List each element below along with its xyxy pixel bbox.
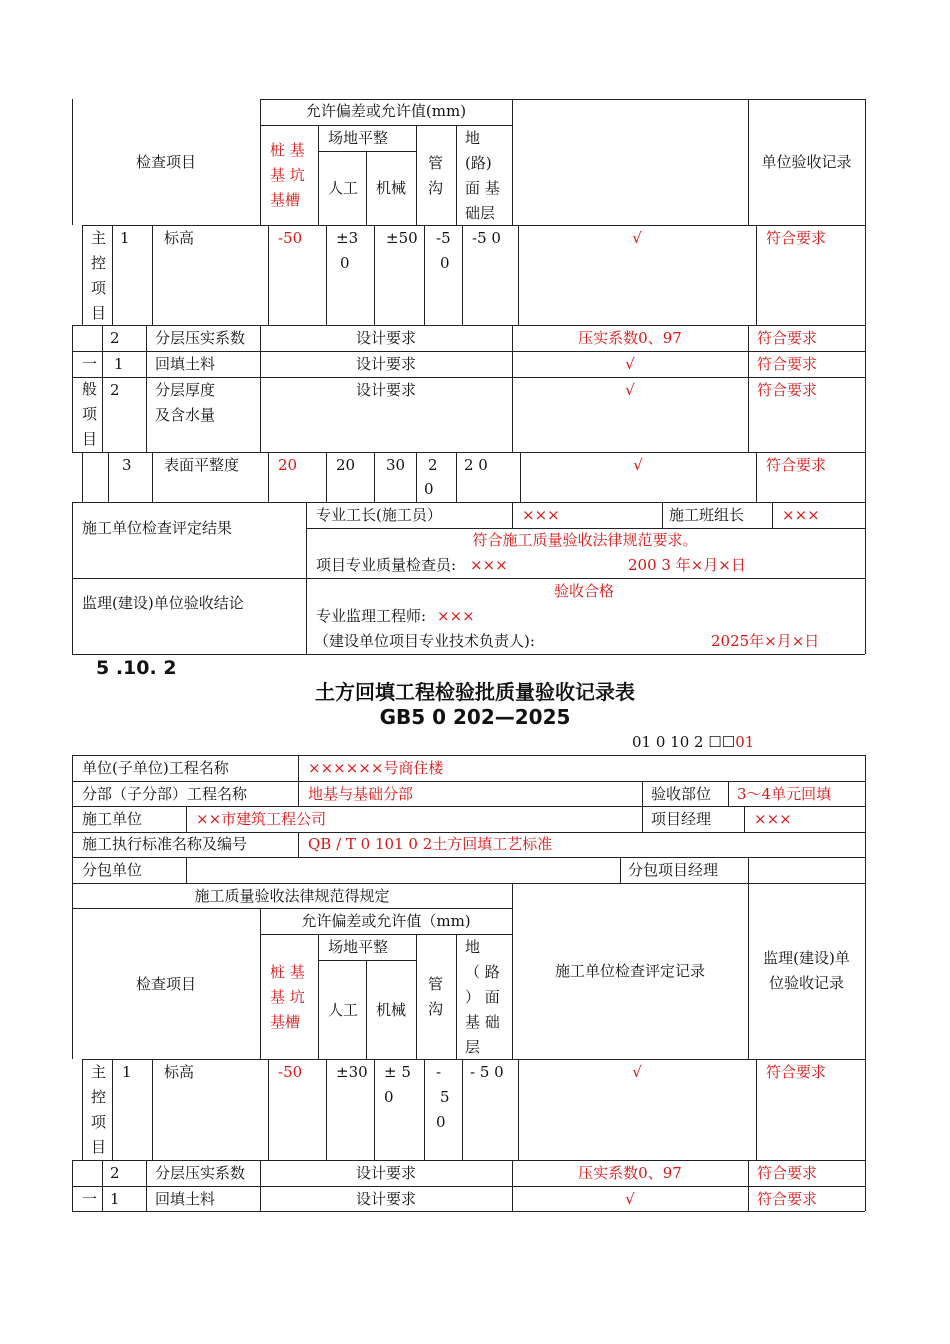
b-col-manual: 人工 [328,1001,359,1019]
col-road-3: 面 基 [465,179,500,197]
b-col-site: 场地平整 [328,938,389,956]
row1-road: -5 0 [472,229,501,247]
main-label-2: 控 [91,254,107,272]
b-main-label-3: 项 [91,1113,107,1131]
b-col-pipe-2: 沟 [428,1000,444,1018]
col-road-1: 地 [465,129,481,147]
team-leader-value: ××× [782,506,820,524]
g1-check: √ [625,355,635,373]
g1-result: 符合要求 [757,355,818,373]
allow-header: 允许偏差或允许值(mm) [305,102,467,120]
col-unit-record: 单位验收记录 [761,153,852,171]
constructor-label: 施工单位 [82,810,143,828]
b-col-pile-2: 基 坑 [270,988,305,1006]
b-col-road-5: 层 [465,1038,481,1056]
constructor-result-label: 施工单位检查评定结果 [82,519,233,537]
b-main-label-2: 控 [91,1088,107,1106]
b-g1-req: 设计要求 [355,1190,416,1208]
g3-check: √ [633,456,643,474]
row1-machine: ±50 [386,229,418,247]
g2-req: 设计要求 [355,381,416,399]
col-road-4: 础层 [465,204,496,222]
b-col-road-2: （ 路 [465,963,500,981]
b-g1-check: √ [625,1190,635,1208]
col-manual: 人工 [328,179,359,197]
col-road-2: (路) [465,154,492,172]
b-allow-header: 允许偏差或允许值（mm) [301,912,471,930]
b-row1-result: 符合要求 [766,1063,827,1081]
supervisor-value: ××× [437,607,475,625]
inspector-label: 项目专业质量检查员: [316,556,457,574]
form-title: 土方回填工程检验批质量验收记录表 [315,680,635,704]
g1-no: 1 [114,355,124,373]
std-value: QB / T 0 101 0 2土方回填工艺标准 [308,835,553,853]
col-machine: 机械 [376,179,407,197]
b-row2-name: 分层压实系数 [155,1164,246,1182]
form-code [632,730,754,755]
general-label-4: 目 [82,430,98,448]
row1-result: 符合要求 [766,229,827,247]
general-label-2: 般 [82,380,98,398]
col-pile-3: 基槽 [270,191,301,209]
main-label-3: 项 [91,279,107,297]
col-pile-2: 基 坑 [270,166,305,184]
row1-no: 1 [120,229,130,247]
g2-no: 2 [110,381,120,399]
row2-name: 分层压实系数 [155,329,246,347]
col-pipe-1: 管 [428,154,444,172]
g3-name: 表面平整度 [164,456,240,474]
b-row2-result: 符合要求 [757,1164,818,1182]
std-label: 施工执行标准名称及编号 [82,835,248,853]
b-col-road-3: ） 面 [465,988,500,1006]
row2-req: 设计要求 [355,329,416,347]
inspector-date: 200 3 年×月×日 [628,556,746,574]
g3-pile: 20 [278,456,298,474]
form-code-suffix: 01 [735,733,755,751]
b-row1-no: 1 [122,1063,132,1081]
b-row1-manual: ±30 [336,1063,368,1081]
b-col-pipe-1: 管 [428,975,444,993]
g3-no: 3 [122,456,132,474]
sub-unit-label: 分包单位 [82,861,143,879]
g3-machine: 30 [386,456,406,474]
row1-pipe-2: 0 [440,254,450,272]
main-label-1: 主 [91,229,107,247]
team-leader-label: 施工班组长 [669,506,745,524]
foreman-value: ××× [522,506,560,524]
b-g1-name: 回填土料 [155,1190,216,1208]
b-row2-no: 2 [110,1164,120,1182]
sub-pm-label: 分包项目经理 [628,861,719,879]
unit-name-value: ××××××号商住楼 [308,759,444,777]
subdivision-label: 分部（子分部）工程名称 [82,785,248,803]
owner-tech-label: （建设单位项目专业技术负责人): [314,632,535,650]
g1-name: 回填土料 [155,355,216,373]
b-main-label-4: 目 [91,1138,107,1156]
g3-manual: 20 [336,456,356,474]
row2-result: 符合要求 [757,329,818,347]
b-g1-no: 1 [110,1190,120,1208]
general-label-3: 项 [82,405,98,423]
constructor-value: ××市建筑工程公司 [196,810,327,828]
row1-manual-2: 0 [340,254,350,272]
row1-manual-1: ±3 [336,229,359,247]
g3-pipe-1: 2 [428,456,438,474]
b-row1-pile: -50 [278,1063,303,1081]
g1-req: 设计要求 [355,355,416,373]
g2-name-2: 及含水量 [155,406,216,424]
supervisor-label: 专业监理工程师: [316,607,427,625]
row1-pipe-1: -5 [436,229,451,247]
foreman-label: 专业工长(施工员） [316,506,442,524]
accept-part-value: 3～4单元回填 [737,785,832,803]
row2-no: 2 [110,329,120,347]
b-col-road-1: 地 [465,938,481,956]
unit-name-label: 单位(子单位)工程名称 [82,759,229,777]
b-main-label-1: 主 [91,1063,107,1081]
col-site: 场地平整 [328,129,389,147]
check-item-header: 检查项目 [135,153,196,171]
supervision-label: 监理(建设)单位验收结论 [82,594,244,612]
b-row1-check: √ [632,1063,642,1081]
subdivision-value: 地基与基础分部 [308,785,414,803]
form-standard: GB5 0 202—2025 [379,705,571,729]
supervision-date: 2025年×月×日 [711,632,820,650]
g3-result: 符合要求 [766,456,827,474]
constructor-conclusion: 符合施工质量验收法律规范要求。 [472,531,698,549]
b-col-pile-1: 桩 基 [270,963,305,981]
col-constructor-record: 施工单位检查评定记录 [554,962,705,980]
b-col-pile-3: 基槽 [270,1013,301,1031]
row1-name: 标高 [164,229,195,247]
row2-record: 压实系数0、97 [578,329,682,347]
b-col-machine: 机械 [376,1001,407,1019]
b-row1-machine-1: ± 5 [384,1063,411,1081]
b-row1-name: 标高 [164,1063,195,1081]
col-supervision-record-1: 监理(建设)单 [763,949,850,967]
b-row1-road: - 5 0 [470,1063,504,1081]
pm-value: ××× [754,810,792,828]
g2-name-1: 分层厚度 [155,381,216,399]
supervision-conclusion: 验收合格 [554,582,615,600]
row1-check: √ [632,229,642,247]
g3-pipe-2: 0 [424,480,434,498]
general-label-1: 一 [82,355,98,373]
b-row2-record: 压实系数0、97 [578,1164,682,1182]
b-row1-machine-2: 0 [384,1088,394,1106]
pm-label: 项目经理 [651,810,712,828]
form-code-prefix: 01 0 10 2 ☐☐ [632,733,736,751]
b-row1-pipe-3: 0 [436,1113,446,1131]
g2-check: √ [625,381,635,399]
row1-pile: -50 [278,229,303,247]
g3-road: 2 0 [464,456,488,474]
section-number: 5 .10. 2 [96,657,177,679]
b-col-road-4: 基 础 [465,1013,500,1031]
b-row2-req: 设计要求 [355,1164,416,1182]
b-general-label: 一 [82,1190,98,1208]
accept-part-label: 验收部位 [651,785,712,803]
col-pipe-2: 沟 [428,179,444,197]
b-row1-pipe-2: 5 [440,1088,450,1106]
g2-result: 符合要求 [757,381,818,399]
col-supervision-record-2: 位验收记录 [768,974,844,992]
b-g1-result: 符合要求 [757,1190,818,1208]
b-row1-pipe-1: - [436,1063,442,1081]
main-label-4: 目 [91,304,107,322]
spec-header: 施工质量验收法律规范得规定 [194,887,390,905]
b-check-item-header: 检查项目 [135,975,196,993]
col-pile-1: 桩 基 [270,141,305,159]
inspector-value: ××× [470,556,508,574]
